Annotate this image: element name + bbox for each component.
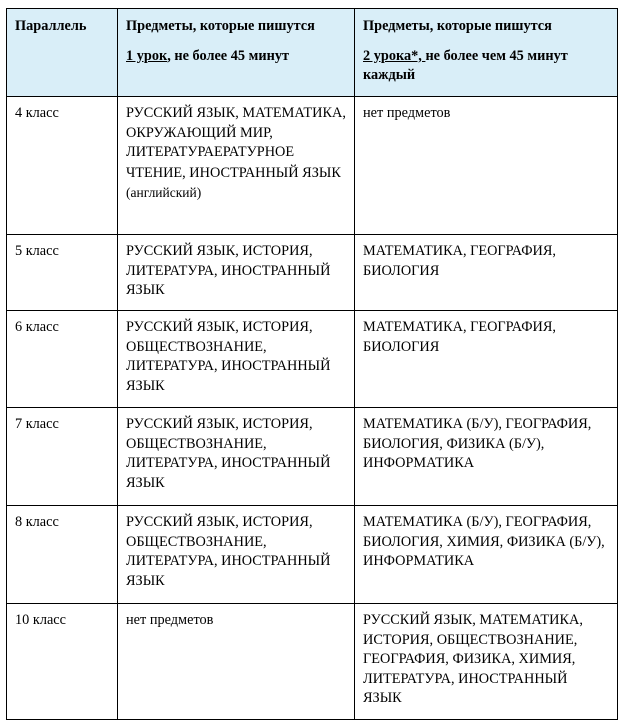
header-parallel-label: Параллель: [15, 18, 87, 34]
table-row: [7, 506, 618, 604]
header-two-lessons: [355, 9, 618, 97]
cell-two-lessons: нет предметов: [355, 97, 618, 235]
cell-parallel: 10 класс: [7, 604, 118, 720]
header-one-lesson-underlined: 1 урок: [126, 47, 168, 64]
cell-one-lesson: РУССКИЙ ЯЗЫК, ИСТОРИЯ, ЛИТЕРАТУРА, ИНОСТРАННЫЙ ЯЗЫК: [118, 235, 355, 311]
cell-parallel: 5 класс: [7, 235, 118, 311]
header-one-lesson-subtitle: [126, 47, 346, 67]
cell-one-lesson: РУССКИЙ ЯЗЫК, ИСТОРИЯ, ОБЩЕСТВОЗНАНИЕ, ЛИТЕРАТУРА, ИНОСТРАННЫЙ ЯЗЫК: [118, 408, 355, 506]
cell-two-lessons: МАТЕМАТИКА, ГЕОГРАФИЯ, БИОЛОГИЯ: [355, 235, 618, 311]
cell-one-lesson: РУССКИЙ ЯЗЫК, ИСТОРИЯ, ОБЩЕСТВОЗНАНИЕ, ЛИТЕРАТУРА, ИНОСТРАННЫЙ ЯЗЫК: [118, 311, 355, 408]
cell-one-lesson: РУССКИЙ ЯЗЫК, ИСТОРИЯ, ОБЩЕСТВОЗНАНИЕ, ЛИТЕРАТУРА, ИНОСТРАННЫЙ ЯЗЫК: [118, 506, 355, 604]
header-one-lesson: [118, 9, 355, 97]
table-row: [7, 97, 618, 235]
header-one-lesson-rest: , не более 45 минут: [167, 47, 289, 64]
header-two-lessons-title: Предметы, которые пишутся: [363, 18, 552, 34]
header-one-lesson-title: Предметы, которые пишутся: [126, 18, 315, 34]
table-row: [7, 235, 618, 311]
cell-parallel: 6 класс: [7, 311, 118, 408]
cell-parallel: 7 класс: [7, 408, 118, 506]
table-row: [7, 311, 618, 408]
cell-two-lessons: РУССКИЙ ЯЗЫК, МАТЕМАТИКА, ИСТОРИЯ, ОБЩЕСТВОЗНАНИЕ, ГЕОГРАФИЯ, ФИЗИКА, ХИМИЯ, ЛИТЕРАТУРА, ИНОСТРАННЫЙ ЯЗЫК: [355, 604, 618, 720]
cell-parallel: 8 класс: [7, 506, 118, 604]
cell-two-lessons: МАТЕМАТИКА (Б/У), ГЕОГРАФИЯ, БИОЛОГИЯ, ХИМИЯ, ФИЗИКА (Б/У), ИНФОРМАТИКА: [355, 506, 618, 604]
cell-two-lessons: МАТЕМАТИКА, ГЕОГРАФИЯ, БИОЛОГИЯ: [355, 311, 618, 408]
cell-one-lesson-note: (английский): [126, 185, 202, 200]
header-two-lessons-subtitle: [363, 47, 609, 86]
table-row: [7, 408, 618, 506]
table-row: [7, 604, 618, 720]
header-row: [7, 9, 618, 97]
header-two-lessons-rest: не более чем 45 минут каждый: [363, 47, 568, 83]
header-two-lessons-underlined: 2 урока*,: [363, 47, 426, 64]
cell-one-lesson-text: РУССКИЙ ЯЗЫК, МАТЕМАТИКА, ОКРУЖАЮЩИЙ МИР, ЛИТЕРАТУРАЕРАТУРНОЕ ЧТЕНИЕ, ИНОСТРАННЫЙ ЯЗЫК: [126, 105, 346, 181]
cell-one-lesson: нет предметов: [118, 604, 355, 720]
cell-two-lessons: МАТЕМАТИКА (Б/У), ГЕОГРАФИЯ, БИОЛОГИЯ, ФИЗИКА (Б/У), ИНФОРМАТИКА: [355, 408, 618, 506]
subjects-table: [6, 8, 618, 720]
cell-parallel: 4 класс: [7, 97, 118, 235]
header-parallel: [7, 9, 118, 97]
cell-one-lesson: [118, 97, 355, 235]
